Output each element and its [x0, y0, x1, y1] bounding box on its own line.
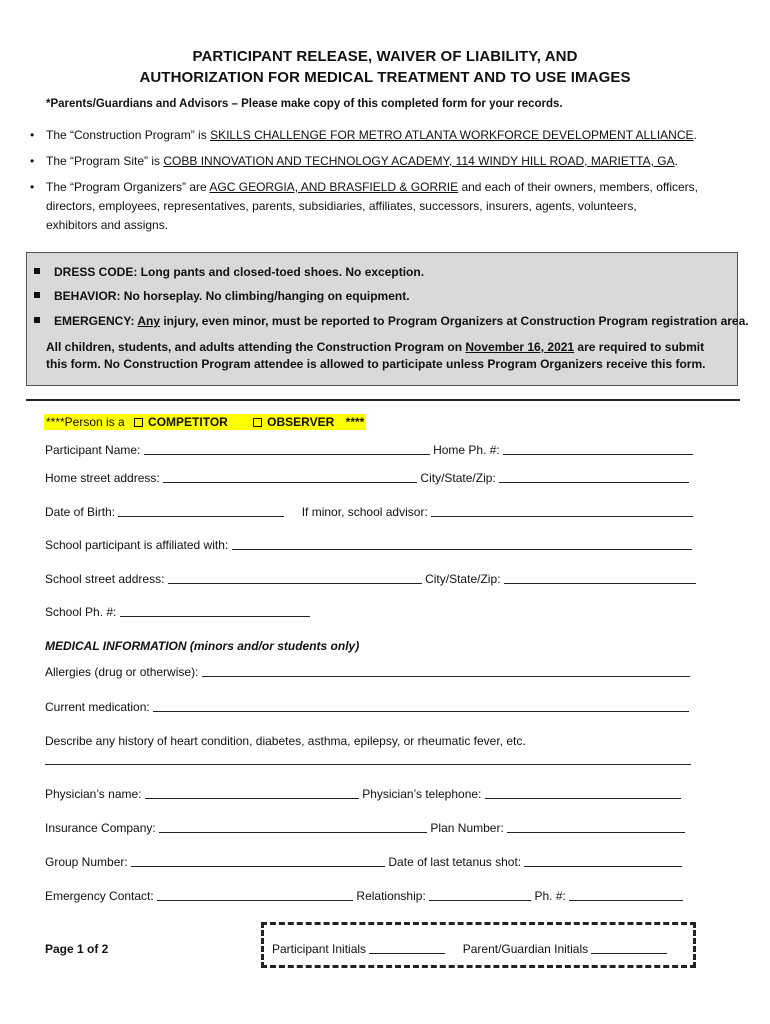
section-divider	[26, 399, 740, 401]
medication-row	[45, 700, 689, 714]
school-affiliated-field[interactable]	[232, 539, 692, 550]
school-phone-row	[45, 605, 310, 619]
square-bullet-icon	[34, 268, 40, 274]
form-title-line2: AUTHORIZATION FOR MEDICAL TREATMENT AND TO USE IMAGES	[139, 69, 631, 86]
bullet-prefix: The “Program Organizers” are	[46, 180, 210, 194]
attendance-notice-line2: this form. No Construction Program attendee is allowed to participate unless Program Organizers receive this form.	[46, 357, 706, 371]
bullet-prefix: The “Program Site” is	[46, 154, 164, 168]
page-number: Page 1 of 2	[45, 942, 109, 956]
bullet-prefix: The “Construction Program” is	[46, 128, 211, 142]
program-site: COBB INNOVATION AND TECHNOLOGY ACADEMY, 114 WINDY HILL ROAD, MARIETTA, GA	[163, 154, 675, 168]
bullet-dot-icon: •	[30, 180, 35, 194]
bullet-program-site	[30, 154, 678, 168]
tetanus-field[interactable]	[524, 856, 682, 867]
emergency-phone-label: Ph. #:	[534, 889, 566, 903]
participant-name-row	[45, 443, 693, 457]
bullet-dot-icon: •	[30, 154, 35, 168]
dob-row	[45, 505, 693, 519]
physician-name-field[interactable]	[145, 788, 359, 799]
plan-number-label: Plan Number:	[430, 821, 504, 835]
dob-field[interactable]	[118, 506, 284, 517]
relationship-field[interactable]	[429, 890, 531, 901]
history-field[interactable]	[45, 754, 691, 765]
plan-number-field[interactable]	[507, 822, 685, 833]
physician-row	[45, 787, 681, 801]
rule-label: EMERGENCY:	[54, 314, 135, 328]
physician-phone-label: Physician’s telephone:	[362, 787, 482, 801]
home-street-label: Home street address:	[45, 471, 160, 485]
participant-name-field[interactable]	[144, 444, 430, 455]
rule-behavior	[34, 289, 410, 303]
allergies-row	[45, 665, 690, 679]
attendance-notice	[46, 340, 704, 354]
observer-label: OBSERVER	[267, 415, 335, 429]
allergies-label: Allergies (drug or otherwise):	[45, 665, 199, 679]
emergency-contact-row	[45, 889, 683, 903]
group-number-label: Group Number:	[45, 855, 128, 869]
program-name: SKILLS CHALLENGE FOR METRO ATLANTA WORKFORCE DEVELOPMENT ALLIANCE	[210, 128, 694, 142]
home-city-label: City/State/Zip:	[420, 471, 496, 485]
rule-dress-code	[34, 265, 424, 279]
medication-label: Current medication:	[45, 700, 150, 714]
bullet-construction-program	[30, 128, 697, 142]
rule-text: DRESS CODE: Long pants and closed-toed shoes. No exception.	[54, 265, 425, 279]
event-date: November 16, 2021	[465, 340, 575, 354]
history-row	[45, 751, 691, 769]
school-affiliated-row	[45, 538, 692, 552]
form-title-line1: PARTICIPANT RELEASE, WAIVER OF LIABILITY, AND	[192, 48, 578, 65]
bullet-suffix: and each of their owners, members, officers,	[458, 180, 698, 194]
participant-initials-field[interactable]	[369, 943, 445, 954]
observer-checkbox[interactable]	[253, 418, 262, 427]
dob-label: Date of Birth:	[45, 505, 116, 519]
home-phone-label: Home Ph. #:	[433, 443, 500, 457]
group-number-field[interactable]	[131, 856, 385, 867]
organizers-line3: exhibitors and assigns.	[46, 218, 169, 232]
school-city-field[interactable]	[504, 573, 696, 584]
rule-any: Any	[137, 314, 161, 328]
person-suffix: ****	[345, 415, 365, 429]
bullet-program-organizers	[30, 180, 698, 194]
attend-suffix: are required to submit	[574, 340, 705, 354]
insurance-label: Insurance Company:	[45, 821, 156, 835]
history-label: Describe any history of heart condition, diabetes, asthma, epilepsy, or rheumatic fever, etc.	[45, 734, 526, 748]
organizers-line2: directors, employees, representatives, parents, subsidiaries, affiliates, successors, insurers, agents, volunteers,	[46, 199, 637, 213]
program-organizers: AGC GEORGIA, AND BRASFIELD & GORRIE	[209, 180, 459, 194]
competitor-checkbox[interactable]	[134, 418, 143, 427]
physician-phone-field[interactable]	[485, 788, 681, 799]
bullet-suffix: .	[693, 128, 697, 142]
square-bullet-icon	[34, 317, 40, 323]
tetanus-label: Date of last tetanus shot:	[388, 855, 522, 869]
school-advisor-field[interactable]	[431, 506, 693, 517]
home-city-field[interactable]	[499, 472, 689, 483]
participant-initials-label: Participant Initials	[272, 942, 367, 956]
insurance-field[interactable]	[159, 822, 427, 833]
home-street-field[interactable]	[163, 472, 417, 483]
participant-name-label: Participant Name:	[45, 443, 141, 457]
square-bullet-icon	[34, 292, 40, 298]
guardian-initials-field[interactable]	[591, 943, 667, 954]
school-address-row	[45, 572, 696, 586]
rule-emergency	[34, 314, 749, 328]
copy-note: *Parents/Guardians and Advisors – Please make copy of this completed form for your records.	[46, 98, 563, 110]
home-address-row	[45, 471, 689, 485]
guardian-initials-label: Parent/Guardian Initials	[462, 942, 589, 956]
attend-prefix: All children, students, and adults attending the Construction Program on	[46, 340, 466, 354]
bullet-dot-icon: •	[30, 128, 35, 142]
home-phone-field[interactable]	[503, 444, 693, 455]
allergies-field[interactable]	[202, 666, 690, 677]
school-phone-field[interactable]	[120, 606, 310, 617]
group-row	[45, 855, 682, 869]
person-prefix: ****Person is a	[46, 415, 129, 429]
medical-heading: MEDICAL INFORMATION (minors and/or students only)	[45, 639, 360, 653]
school-phone-label: School Ph. #:	[45, 605, 117, 619]
emergency-phone-field[interactable]	[569, 890, 683, 901]
physician-name-label: Physician’s name:	[45, 787, 142, 801]
emergency-contact-label: Emergency Contact:	[45, 889, 154, 903]
rule-text: injury, even minor, must be reported to Program Organizers at Construction Program registration area.	[160, 314, 749, 328]
emergency-contact-field[interactable]	[157, 890, 353, 901]
school-street-field[interactable]	[168, 573, 422, 584]
insurance-row	[45, 821, 685, 835]
initials-row	[272, 942, 667, 956]
competitor-label: COMPETITOR	[148, 415, 228, 429]
person-type-row	[44, 414, 366, 430]
school-city-label: City/State/Zip:	[425, 572, 501, 586]
relationship-label: Relationship:	[356, 889, 426, 903]
rule-text: BEHAVIOR: No horseplay. No climbing/hanging on equipment.	[54, 289, 410, 303]
medication-field[interactable]	[153, 701, 689, 712]
bullet-suffix: .	[674, 154, 678, 168]
school-advisor-label: If minor, school advisor:	[301, 505, 428, 519]
school-affiliated-label: School participant is affiliated with:	[45, 538, 229, 552]
school-street-label: School street address:	[45, 572, 165, 586]
